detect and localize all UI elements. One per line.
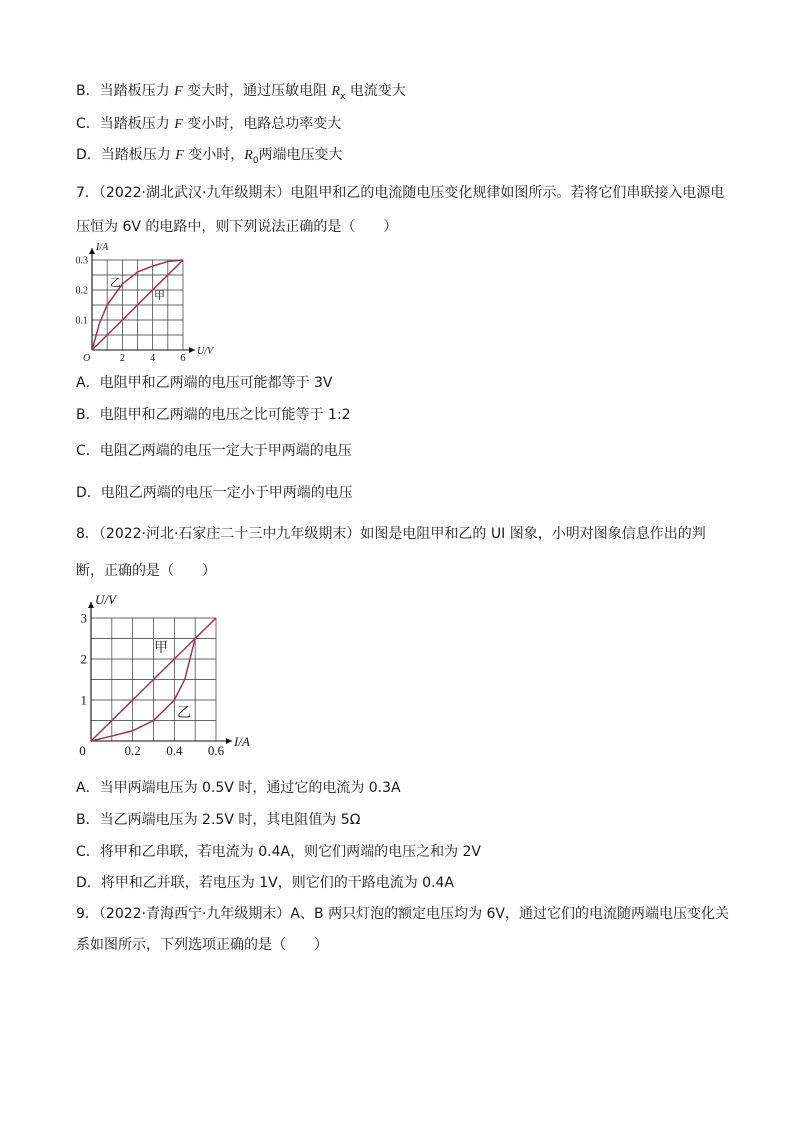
origin-label: O (83, 353, 91, 364)
y-tick-label: 0.3 (75, 255, 88, 267)
series-label-jia: 甲 (154, 640, 168, 656)
series-label-jia: 甲 (154, 289, 165, 302)
q9-stem-line1: 9．（2022·青海西宁·九年级期末）A、B 两只灯泡的额定电压均为 6V，通过它们的电流随两端电压变化关 (76, 906, 730, 922)
q8-option-c: C．将甲和乙串联，若电流为 0.4A，则它们两端的电压之和为 2V (76, 844, 482, 860)
x-axis-arrow (189, 347, 195, 353)
q7-option-b: B．电阻甲和乙两端的电压之比可能等于 1:2 (76, 407, 351, 423)
q6-option-c: C．当踏板压力 F 变小时，电路总功率变大 (76, 116, 342, 132)
q6-option-d: D．当踏板压力 F 变小时，$R_0$两端电压变大 (76, 147, 343, 166)
y-axis-label: I/A (96, 242, 109, 253)
y-axis-arrow (88, 602, 94, 608)
x-tick-label: 4 (150, 353, 156, 364)
x-axis-label: U/V (197, 346, 214, 357)
q7-chart (70, 236, 220, 366)
q6-option-b: B．当踏板压力 F 变大时，通过压敏电阻 $R_x$ 电流变大 (76, 83, 406, 102)
x-axis-label: I/A (234, 734, 250, 750)
y-axis-label: U/V (95, 592, 116, 607)
q7-option-c: C．电阻乙两端的电压一定大于甲两端的电压 (76, 443, 352, 459)
q7-option-a: A．电阻甲和乙两端的电压可能都等于 3V (76, 375, 333, 391)
q8-option-d: D．将甲和乙并联，若电压为 1V，则它们的干路电流为 0.4A (76, 875, 455, 891)
q8-option-b: B．当乙两端电压为 2.5V 时，其电阻值为 5Ω (76, 812, 361, 828)
y-tick-label: 0.2 (75, 285, 88, 297)
q9-stem-line2: 系如图所示，下列选项正确的是（ ） (76, 937, 328, 953)
q8-option-a: A．当甲两端电压为 0.5V 时，通过它的电流为 0.3A (76, 780, 401, 796)
series-label-yi: 乙 (110, 276, 121, 289)
x-tick-label: 0.4 (166, 743, 183, 758)
y-tick-label: 1 (80, 692, 87, 708)
x-tick-label: 0.2 (124, 743, 141, 758)
y-tick-label: 3 (80, 610, 87, 626)
q7-stem-line2: 压恒为 6V 的电路中，则下列说法正确的是（ ） (76, 219, 398, 235)
q7-stem-line1: 7．（2022·湖北武汉·九年级期末）电阻甲和乙的电流随电压变化规律如图所示。若将它们串联接入电源电 (76, 185, 725, 201)
x-tick-label: 2 (119, 353, 125, 364)
q7-option-d: D．电阻乙两端的电压一定小于甲两端的电压 (76, 485, 353, 501)
q8-chart (70, 588, 270, 766)
q8-stem-line1: 8．（2022·河北·石家庄二十三中九年级期末）如图是电阻甲和乙的 UI 图象，小明对图象信息作出的判 (76, 526, 706, 542)
q8-stem-line2: 断，正确的是（ ） (76, 563, 216, 579)
x-tick-label: 6 (180, 353, 186, 364)
y-axis-arrow (89, 248, 95, 254)
y-tick-label: 2 (80, 651, 87, 667)
x-tick-label: 0.6 (207, 743, 225, 758)
origin-label: 0 (79, 743, 86, 758)
y-tick-label: 0.1 (75, 315, 88, 327)
series-label-yi: 乙 (177, 705, 191, 721)
x-axis-arrow (226, 738, 232, 744)
